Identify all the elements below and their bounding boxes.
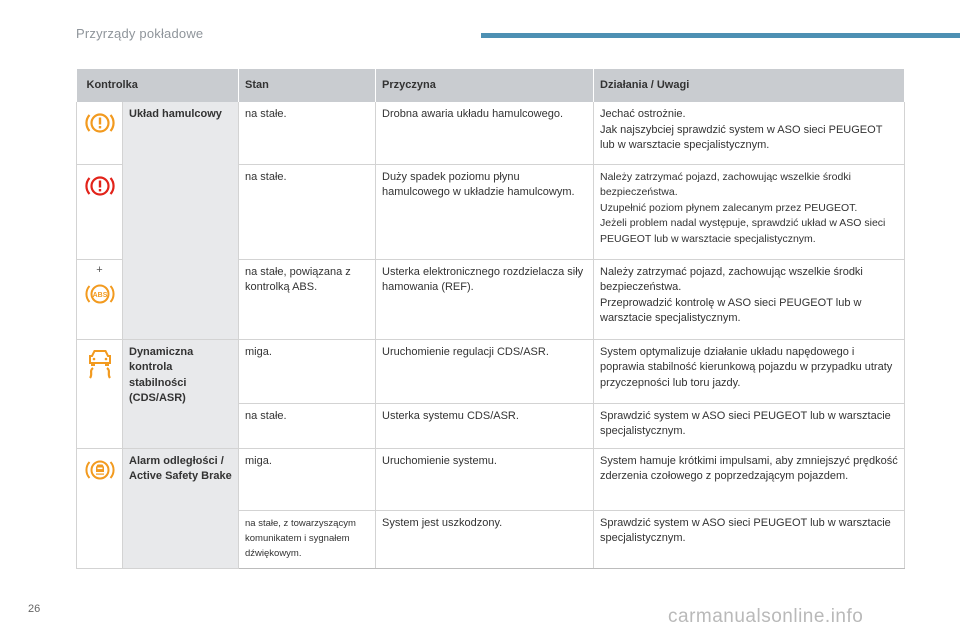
cell-stan: na stałe. <box>239 403 376 448</box>
table-row <box>77 448 905 510</box>
cell-stan: na stałe. <box>239 164 376 259</box>
table-row <box>77 102 905 164</box>
cell-stan: na stałe, z towarzyszącym komunikatem i sygnałem dźwiękowym. <box>239 510 376 568</box>
cell-dzialania: Sprawdzić system w ASO sieci PEUGEOT lub w warsztacie specjalistycznym. <box>594 403 905 448</box>
orange-collision-alert-icon <box>77 457 122 483</box>
table-row <box>77 339 905 403</box>
column-header-kontrolka: Kontrolka <box>77 69 239 102</box>
orange-abs-icon <box>77 281 122 307</box>
icon-cell <box>77 259 123 339</box>
column-header-stan: Stan <box>239 69 376 102</box>
page-section-title: Przyrządy pokładowe <box>76 26 204 41</box>
cell-dzialania: System hamuje krótkimi impulsami, aby zmniejszyć prędkość zderzenia czołowego z poprzedzającym pojazdem. <box>594 448 905 510</box>
icon-cell <box>77 102 123 164</box>
cell-stan: miga. <box>239 448 376 510</box>
header-accent-bar <box>481 33 960 38</box>
cell-dzialania: System optymalizuje działanie układu napędowego i poprawia stabilność kierunkową pojazdu w przypadku utraty przyczepności lub toru jazdy. <box>594 339 905 403</box>
svg-text:ABS: ABS <box>92 291 107 299</box>
page-number: 26 <box>28 603 41 615</box>
cell-stan: miga. <box>239 339 376 403</box>
system-name-brakes: Układ hamulcowy <box>123 102 239 339</box>
orange-skidding-car-icon <box>77 348 122 382</box>
cell-przyczyna: Usterka systemu CDS/ASR. <box>376 403 594 448</box>
column-header-dzialania: Działania / Uwagi <box>594 69 905 102</box>
red-exclamation-circle-icon <box>77 173 122 199</box>
cell-przyczyna: Duży spadek poziomu płynu hamulcowego w układzie hamulcowym. <box>376 164 594 259</box>
system-name-distance-alert: Alarm odległości / Active Safety Brake <box>123 448 239 568</box>
cell-stan: na stałe. <box>239 102 376 164</box>
cell-dzialania: Sprawdzić system w ASO sieci PEUGEOT lub w warsztacie specjalistycznym. <box>594 510 905 568</box>
warning-lights-table <box>76 69 905 569</box>
plus-sign: + <box>96 263 103 276</box>
table-header-row <box>77 69 905 102</box>
cell-przyczyna: System jest uszkodzony. <box>376 510 594 568</box>
cell-przyczyna: Drobna awaria układu hamulcowego. <box>376 102 594 164</box>
column-header-przyczyna: Przyczyna <box>376 69 594 102</box>
icon-cell <box>77 339 123 448</box>
system-name-cds-asr: Dynamiczna kontrola stabilności (CDS/ASR) <box>123 339 239 448</box>
cell-dzialania: Należy zatrzymać pojazd, zachowując wszelkie środki bezpieczeństwa. Przeprowadzić kontrolę w ASO sieci PEUGEOT lub w warsztacie specjalistycznym. <box>594 259 905 339</box>
icon-cell <box>77 164 123 259</box>
cell-stan: na stałe, powiązana z kontrolką ABS. <box>239 259 376 339</box>
orange-exclamation-circle-icon <box>77 110 122 136</box>
cell-przyczyna: Uruchomienie systemu. <box>376 448 594 510</box>
cell-przyczyna: Usterka elektronicznego rozdzielacza siły hamowania (REF). <box>376 259 594 339</box>
icon-cell <box>77 448 123 568</box>
cell-dzialania: Jechać ostrożnie. Jak najszybciej sprawdzić system w ASO sieci PEUGEOT lub w warsztacie specjalistycznym. <box>594 102 905 164</box>
cell-przyczyna: Uruchomienie regulacji CDS/ASR. <box>376 339 594 403</box>
watermark-text: carmanualsonline.info <box>668 606 864 627</box>
cell-dzialania: Należy zatrzymać pojazd, zachowując wszelkie środki bezpieczeństwa. Uzupełnić poziom płynem zalecanym przez PEUGEOT. Jeżeli problem nadal występuje, sprawdzić układ w ASO sieci PEUGEOT lub w warsztacie specjalistycznym. <box>594 164 905 259</box>
